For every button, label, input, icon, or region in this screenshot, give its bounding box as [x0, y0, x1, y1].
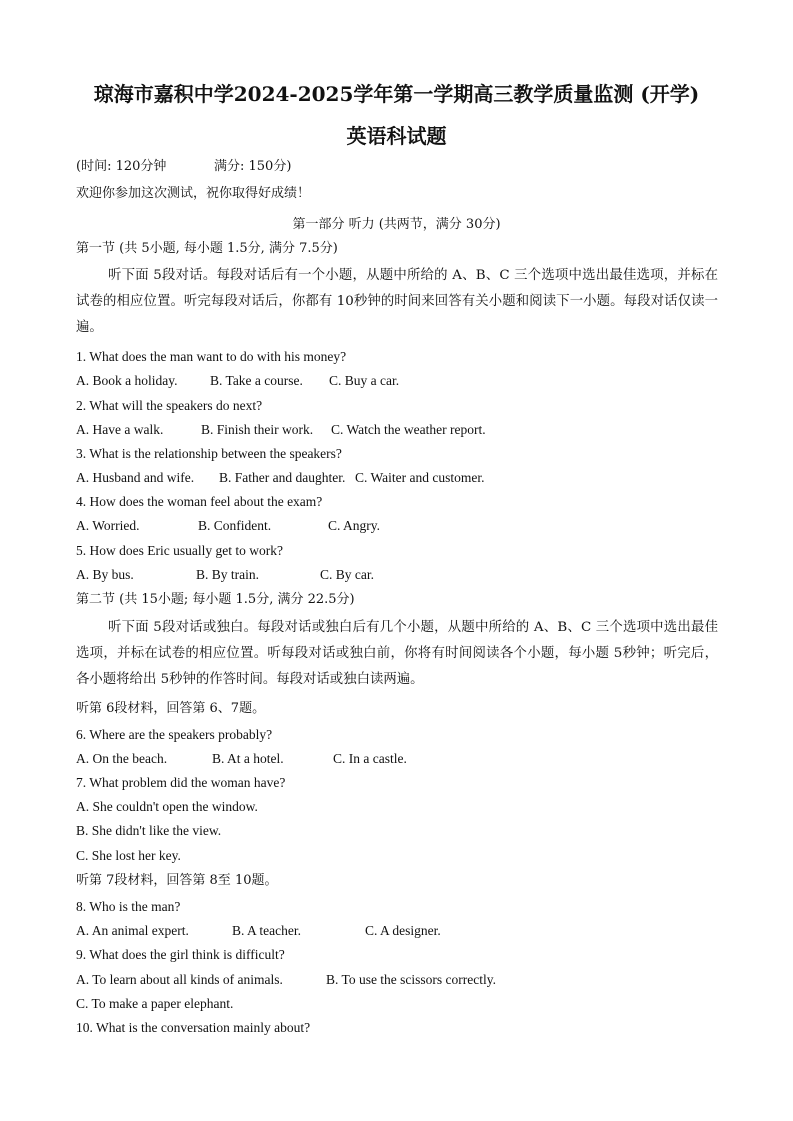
- question-10: 10. What is the conversation mainly about?: [76, 1020, 311, 1035]
- welcome-text: 欢迎你参加这次测试，祝你取得好成绩！: [76, 186, 311, 201]
- q6-option-a[interactable]: A. On the beach.: [76, 751, 168, 766]
- question-6: 6. Where are the speakers probably?: [76, 727, 273, 742]
- question-8: 8. Who is the man?: [76, 899, 181, 914]
- q3-option-a[interactable]: A. Husband and wife.: [76, 470, 195, 485]
- q9-option-a[interactable]: A. To learn about all kinds of animals.: [76, 972, 283, 987]
- q8-option-a[interactable]: A. An animal expert.: [76, 923, 189, 938]
- q1-option-b[interactable]: B. Take a course.: [210, 373, 303, 388]
- question-2: 2. What will the speakers do next?: [76, 398, 263, 413]
- q1-option-c[interactable]: C. Buy a car.: [329, 373, 400, 388]
- q7-option-c[interactable]: C. She lost her key.: [76, 848, 181, 863]
- q2-option-b[interactable]: B. Finish their work.: [201, 422, 314, 437]
- exam-title: 琼海市嘉积中学2024-2025学年第一学期高三教学质量监测 (开学): [93, 82, 700, 106]
- q3-option-b[interactable]: B. Father and daughter.: [219, 470, 346, 485]
- time-info: (时间: 120分钟: [76, 159, 167, 174]
- q8-option-b[interactable]: B. A teacher.: [232, 923, 301, 938]
- q9-option-c[interactable]: C. To make a paper elephant.: [76, 996, 234, 1011]
- question-5: 5. How does Eric usually get to work?: [76, 543, 283, 558]
- q5-option-a[interactable]: A. By bus.: [76, 567, 134, 582]
- question-9: 9. What does the girl think is difficult?: [76, 947, 285, 962]
- q2-option-c[interactable]: C. Watch the weather report.: [331, 422, 486, 437]
- question-1: 1. What does the man want to do with his money?: [76, 349, 347, 364]
- question-3: 3. What is the relationship between the speakers?: [76, 446, 342, 461]
- q2-option-a[interactable]: A. Have a walk.: [76, 422, 164, 437]
- q9-option-b[interactable]: B. To use the scissors correctly.: [326, 972, 497, 987]
- q6-option-b[interactable]: B. At a hotel.: [212, 751, 284, 766]
- question-7: 7. What problem did the woman have?: [76, 775, 286, 790]
- part1-heading: 第一部分 听力 (共两节，满分 30分): [292, 217, 501, 232]
- q5-option-b[interactable]: B. By train.: [196, 567, 259, 582]
- question-4: 4. How does the woman feel about the exam?: [76, 494, 323, 509]
- q5-option-c[interactable]: C. By car.: [320, 567, 374, 582]
- q4-option-a[interactable]: A. Worried.: [76, 518, 140, 533]
- section2-heading: 第二节 (共 15小题; 每小题 1.5分, 满分 22.5分): [76, 592, 355, 607]
- q4-option-c[interactable]: C. Angry.: [328, 518, 381, 533]
- section2-instructions: 听下面 5段对话或独白。每段对话或独白后有几个小题，从题中所给的 A、B、C 三个选项中选出最佳选项，并标在试卷的相应位置。听每段对话或独白前，你将有时间阅读各个小题，每小题 5秒钟；听完后，各小题将给出 5秒钟的作答时间。每段对话或独白读两遍。: [76, 620, 718, 687]
- material-6-note: 听第 6段材料，回答第 6、7题。: [76, 701, 266, 716]
- section1-instructions: 听下面 5段对话。每段对话后有一个小题，从题中所给的 A、B、C 三个选项中选出最佳选项，并标在试卷的相应位置。听完每段对话后，你都有 10秒钟的时间来回答有关小题和阅读下一小题。每段对话仅读一遍。: [76, 268, 718, 335]
- q1-option-a[interactable]: A. Book a holiday.: [76, 373, 178, 388]
- q7-option-b[interactable]: B. She didn't like the view.: [76, 823, 222, 838]
- q7-option-a[interactable]: A. She couldn't open the window.: [76, 799, 258, 814]
- exam-subtitle: 英语科试题: [346, 124, 447, 148]
- q3-option-c[interactable]: C. Waiter and customer.: [355, 470, 485, 485]
- section1-heading: 第一节 (共 5小题, 每小题 1.5分, 满分 7.5分): [76, 241, 338, 256]
- q6-option-c[interactable]: C. In a castle.: [333, 751, 407, 766]
- score-info: 满分: 150分): [214, 159, 292, 174]
- material-7-note: 听第 7段材料，回答第 8至 10题。: [76, 873, 278, 888]
- q4-option-b[interactable]: B. Confident.: [198, 518, 272, 533]
- q8-option-c[interactable]: C. A designer.: [365, 923, 441, 938]
